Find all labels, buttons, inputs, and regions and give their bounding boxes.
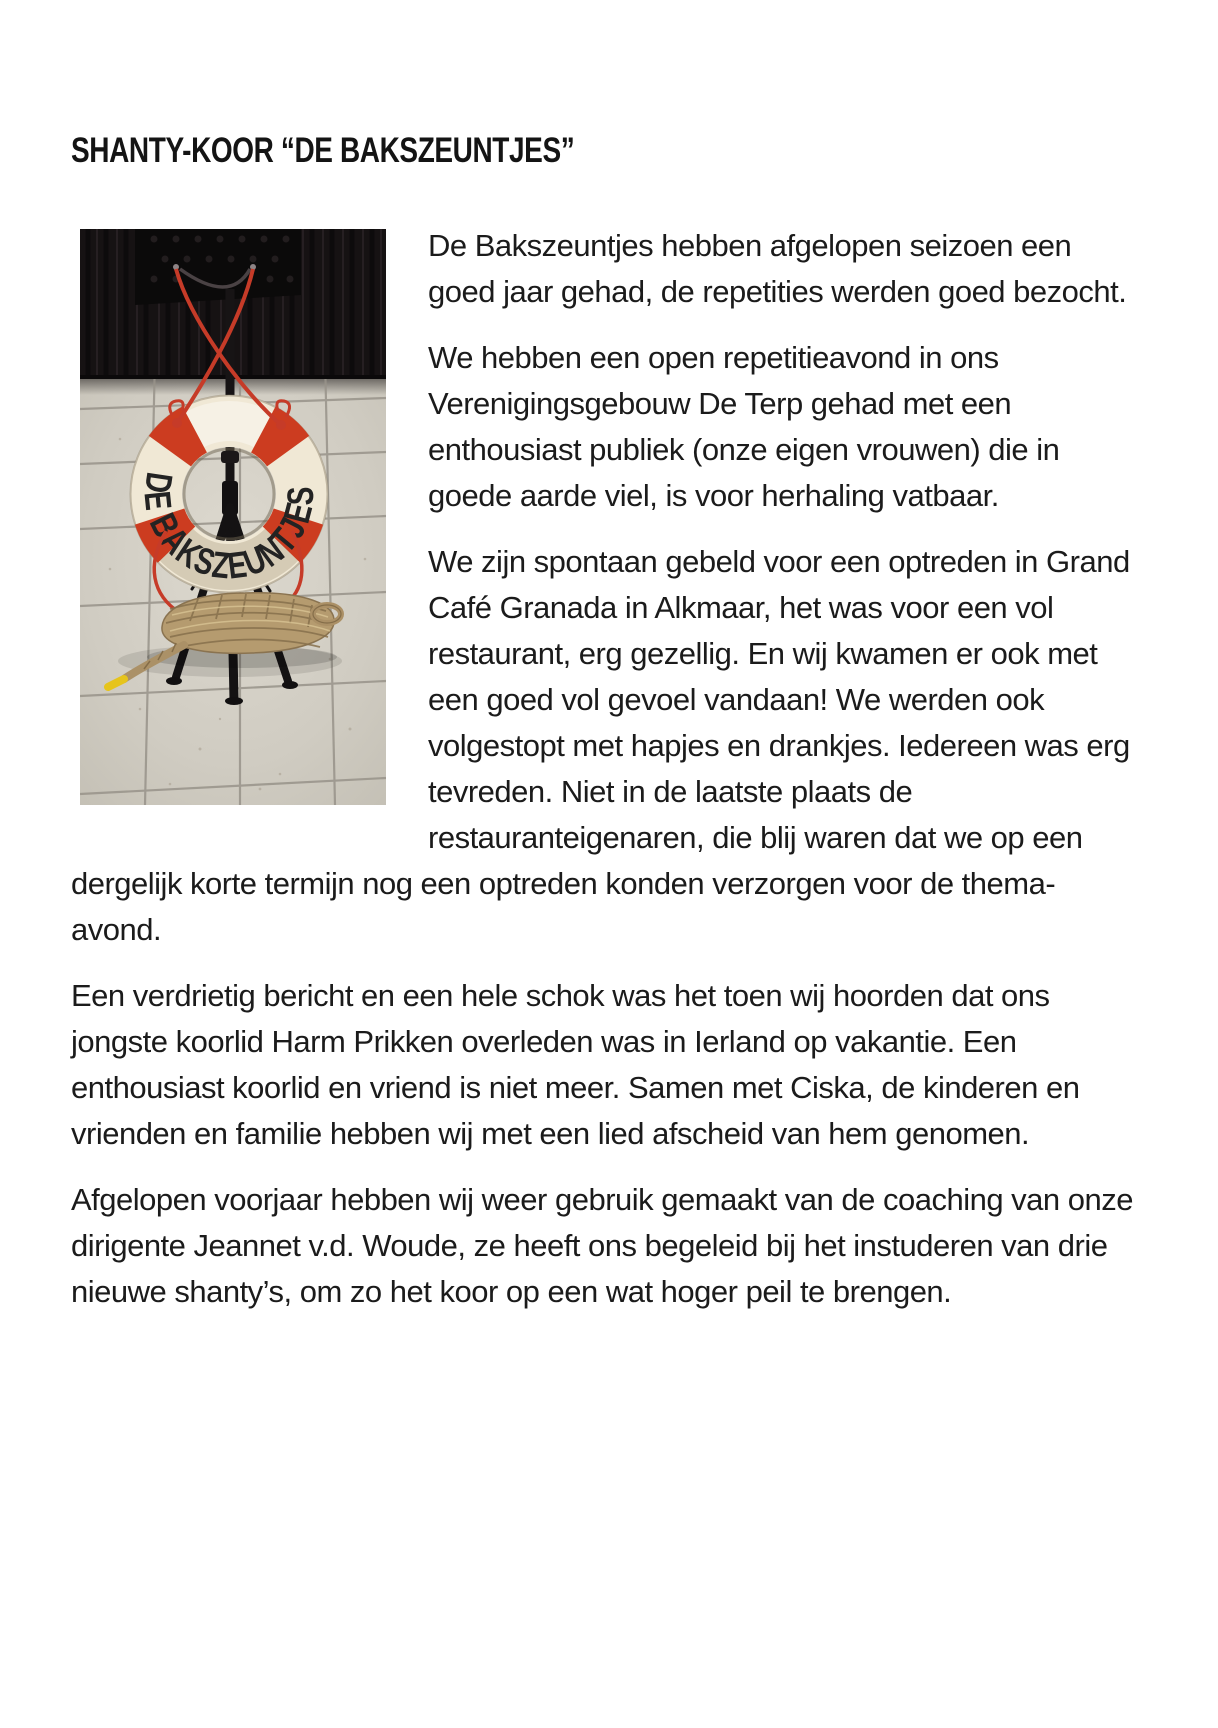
choir-photo bbox=[80, 229, 386, 805]
page-title: SHANTY-KOOR “DE BAKSZEUNTJES” bbox=[71, 131, 575, 170]
document-body bbox=[71, 223, 1142, 1335]
lifebuoy-photo-graphic bbox=[80, 229, 386, 805]
paragraph-open-rehearsal: We hebben een open repetitieavond in ons Verenigingsgebouw De Terp gehad met een enthousiast publiek (onze eigen vrouwen) die in goede aarde viel, is voor herhaling vatbaar. bbox=[428, 340, 1060, 513]
music-stand-desk bbox=[135, 229, 301, 305]
paragraph-coaching: Afgelopen voorjaar hebben wij weer gebruik gemaakt van de coaching van onze dirigente Jeannet v.d. Woude, ze heeft ons begeleid bij het instuderen van drie nieuwe shanty’s, om zo het koor op een wat hoger peil te brengen. bbox=[71, 1182, 1133, 1309]
paragraph-season: De Bakszeuntjes hebben afgelopen seizoen een goed jaar gehad, de repetities werden goed bezocht. bbox=[428, 228, 1127, 309]
paragraph-grand-cafe: We zijn spontaan gebeld voor een optreden in Grand Café Granada in Alkmaar, het was voor een vol restaurant, erg gezellig. En wij kwamen er ook met een goed vol gevoel vandaan! We werden ook volgestopt met hapjes en drankjes. Iedereen was erg tevreden. Niet in de laatste plaats de restauranteigenaren, die blij waren dat we op een dergelijk korte termijn nog een optreden konden verzorgen voor de thema-avond. bbox=[71, 544, 1130, 947]
paragraph-harm-prikken: Een verdrietig bericht en een hele schok was het toen wij hoorden dat ons jongste koorlid Harm Prikken overleden was in Ierland op vakantie. Een enthousiast koorlid en vriend is niet meer. Samen met Ciska, de kinderen en vrienden en familie hebben wij met een lied afscheid van hem genomen. bbox=[71, 978, 1080, 1151]
lifebuoy-text: DE BAKSZEUNTJES bbox=[135, 469, 323, 588]
